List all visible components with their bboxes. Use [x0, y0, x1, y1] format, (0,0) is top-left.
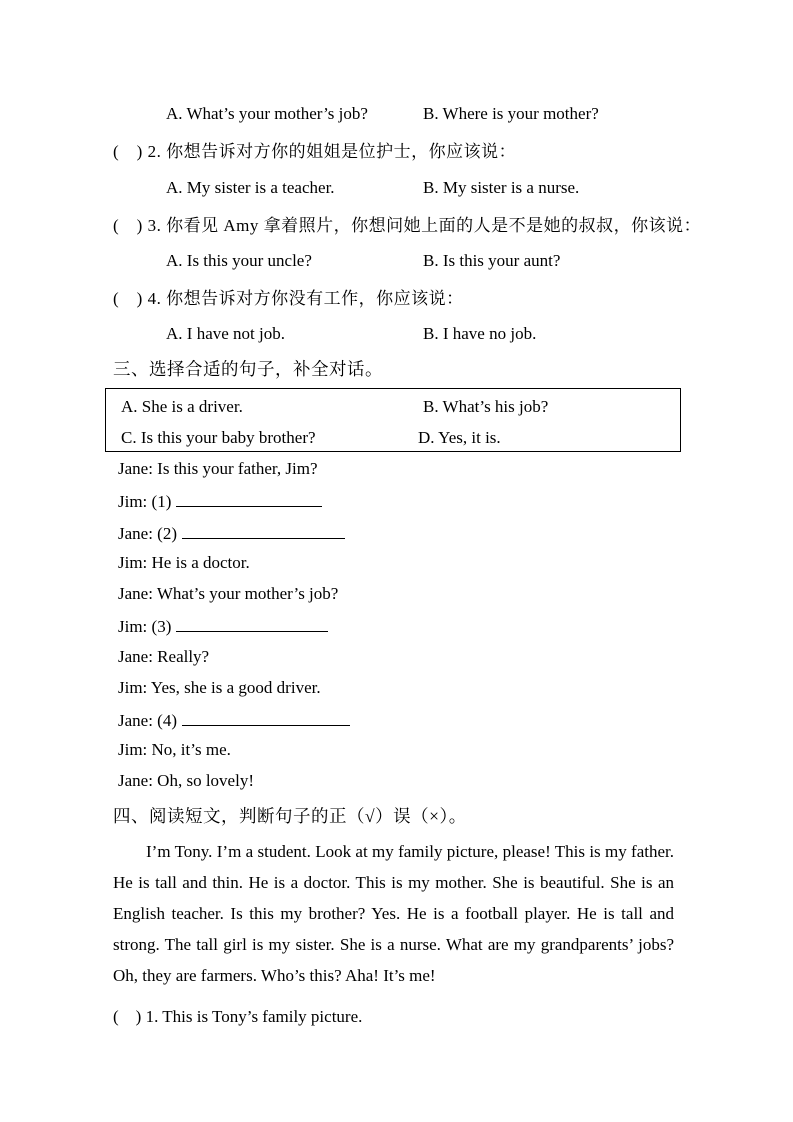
dialogue-text: Jim: He is a doctor. [118, 553, 250, 572]
choice-a: A. She is a driver. [121, 397, 243, 416]
dialogue-line [118, 490, 322, 512]
dialogue-text: Jim: (3) [118, 617, 172, 636]
dialogue-text: Jane: (4) [118, 711, 178, 730]
dialogue-line [118, 522, 345, 544]
section-four-title: 四、阅读短文，判断句子的正（√）误（×）。 [113, 806, 467, 826]
dialogue-line [118, 740, 231, 760]
answer-blank-3 [176, 615, 328, 632]
question-4-prompt: ( ) 4. 你想告诉对方你没有工作，你应该说： [113, 289, 464, 308]
choice-box [105, 388, 681, 452]
dialogue-line [118, 553, 250, 573]
choice-c: C. Is this your baby brother? [121, 428, 316, 447]
true-false-item-1: ( ) 1. This is Tony’s family picture. [113, 1007, 363, 1026]
reading-passage: I’m Tony. I’m a student. Look at my family picture, please! This is my father. He is tall and thin. He is a doctor. This is my mother. She is beautiful. She is an English teacher. Is this my brother? Yes. He is a football player. He is tall and strong. The tall girl is my sister. She is a nurse. What are my grandparents’ jobs? Oh, they are farmers. Who’s this? Aha! It’s me! [113, 842, 674, 985]
q1-option-a: A. What’s your mother’s job? [166, 104, 368, 123]
dialogue-text: Jim: No, it’s me. [118, 740, 231, 759]
choice-b: B. What’s his job? [423, 397, 549, 416]
dialogue-text: Jane: Is this your father, Jim? [118, 459, 318, 478]
answer-blank-4 [182, 709, 350, 726]
dialogue-line [118, 647, 209, 667]
dialogue-line [118, 584, 338, 604]
question-3-prompt: ( ) 3. 你看见 Amy 拿着照片，你想问她上面的人是不是她的叔叔，你该说： [113, 216, 702, 235]
q3-option-b: B. Is this your aunt? [423, 251, 561, 270]
dialogue-text: Jane: (2) [118, 524, 178, 543]
answer-blank-1 [176, 490, 322, 507]
dialogue-text: Jane: What’s your mother’s job? [118, 584, 339, 603]
dialogue-text: Jim: (1) [118, 492, 172, 511]
q4-option-a: A. I have not job. [166, 324, 285, 343]
dialogue-line [118, 771, 254, 791]
dialogue-line [118, 615, 328, 637]
answer-blank-2 [182, 522, 345, 539]
q2-option-a: A. My sister is a teacher. [166, 178, 335, 197]
q2-option-b: B. My sister is a nurse. [423, 178, 580, 197]
choice-d: D. Yes, it is. [418, 428, 501, 447]
dialogue-text: Jane: Really? [118, 647, 210, 666]
q1-option-b: B. Where is your mother? [423, 104, 599, 123]
dialogue-text: Jane: Oh, so lovely! [118, 771, 254, 790]
dialogue-line [118, 459, 318, 479]
question-2-prompt: ( ) 2. 你想告诉对方你的姐姐是位护士，你应该说： [113, 142, 517, 161]
dialogue-line [118, 678, 321, 698]
section-three-title: 三、选择合适的句子，补全对话。 [113, 359, 383, 379]
q4-option-b: B. I have no job. [423, 324, 537, 343]
dialogue-line [118, 709, 350, 731]
dialogue-text: Jim: Yes, she is a good driver. [118, 678, 321, 697]
q3-option-a: A. Is this your uncle? [166, 251, 312, 270]
